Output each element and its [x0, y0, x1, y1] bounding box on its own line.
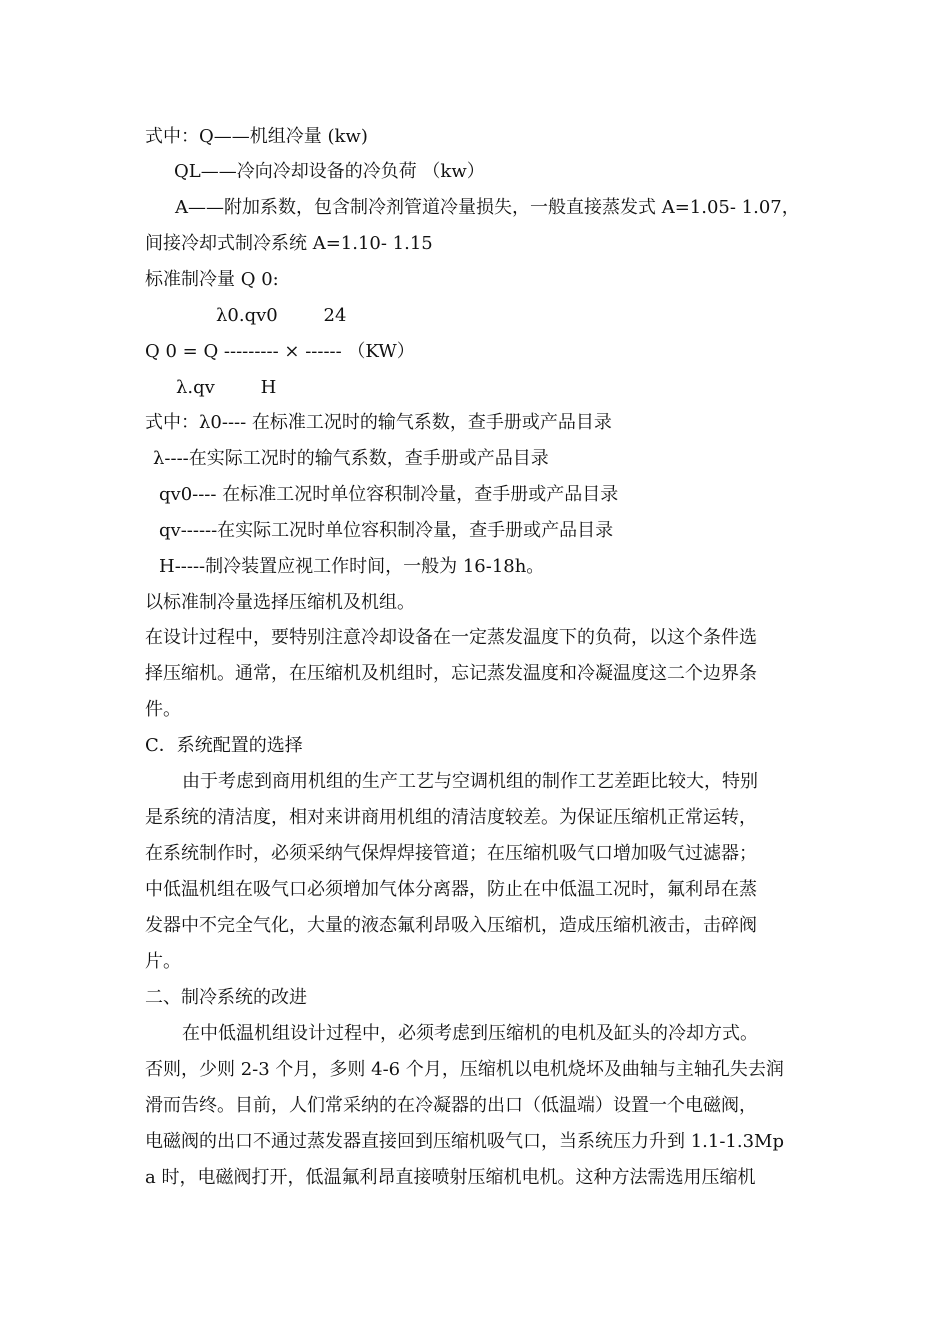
formula-numerator: λ0.qv0 24 [216, 305, 347, 326]
text-line: 中低温机组在吸气口必须增加气体分离器，防止在中低温工况时，氟利昂在蒸 [145, 879, 757, 900]
text-line: 发器中不完全气化，大量的液态氟利昂吸入压缩机，造成压缩机液击，击碎阀 [145, 915, 757, 936]
text-line: QL——冷向冷却设备的冷负荷 （kw） [174, 161, 485, 182]
formula-denominator: λ.qv H [176, 377, 277, 398]
text-line: 在设计过程中，要特别注意冷却设备在一定蒸发温度下的负荷，以这个条件选 [145, 627, 757, 648]
text-line: 择压缩机。通常，在压缩机及机组时，忘记蒸发温度和冷凝温度这二个边界条 [145, 663, 757, 684]
formula-line: Q 0 = Q --------- × ------ （KW） [145, 341, 415, 362]
text-line: 在中低温机组设计过程中，必须考虑到压缩机的电机及缸头的冷却方式。 [182, 1023, 758, 1044]
text-line: 件。 [145, 699, 181, 720]
text-line: λ----在实际工况时的输气系数，查手册或产品目录 [153, 448, 549, 469]
text-line: 否则，少则 2-3 个月，多则 4-6 个月，压缩机以电机烧坏及曲轴与主轴孔失去润 [145, 1059, 784, 1080]
text-line: H-----制冷装置应视工作时间，一般为 16-18h。 [159, 556, 545, 577]
text-line: 间接冷却式制冷系统 A=1.10- 1.15 [145, 233, 433, 254]
text-line: 片。 [145, 951, 181, 972]
text-line: a 时，电磁阀打开，低温氟利昂直接喷射压缩机电机。这种方法需选用压缩机 [145, 1167, 756, 1188]
text-line: 是系统的清洁度，相对来讲商用机组的清洁度较差。为保证压缩机正常运转， [145, 807, 757, 828]
text-line: 式中：Q——机组冷量 (kw) [145, 126, 368, 147]
text-line: 电磁阀的出口不通过蒸发器直接回到压缩机吸气口，当系统压力升到 1.1-1.3Mp [145, 1131, 785, 1152]
text-line: A——附加系数，包含制冷剂管道冷量损失，一般直接蒸发式 A=1.05- 1.07， [175, 197, 800, 218]
text-line: qv------在实际工况时单位容积制冷量，查手册或产品目录 [159, 520, 614, 541]
section-heading: 二、制冷系统的改进 [145, 987, 307, 1008]
text-line: 滑而告终。目前，人们常采纳的在冷凝器的出口（低温端）设置一个电磁阀， [145, 1095, 757, 1116]
text-line: 以标准制冷量选择压缩机及机组。 [145, 592, 415, 613]
text-line: qv0---- 在标准工况时单位容积制冷量，查手册或产品目录 [159, 484, 619, 505]
text-line: 在系统制作时，必须采纳气保焊焊接管道；在压缩机吸气口增加吸气过滤器； [145, 843, 757, 864]
text-line: 标准制冷量 Q 0: [145, 269, 279, 290]
text-line: 式中：λ0---- 在标准工况时的输气系数，查手册或产品目录 [145, 412, 612, 433]
section-heading: C．系统配置的选择 [145, 735, 303, 756]
text-line: 由于考虑到商用机组的生产工艺与空调机组的制作工艺差距比较大，特别 [182, 771, 758, 792]
